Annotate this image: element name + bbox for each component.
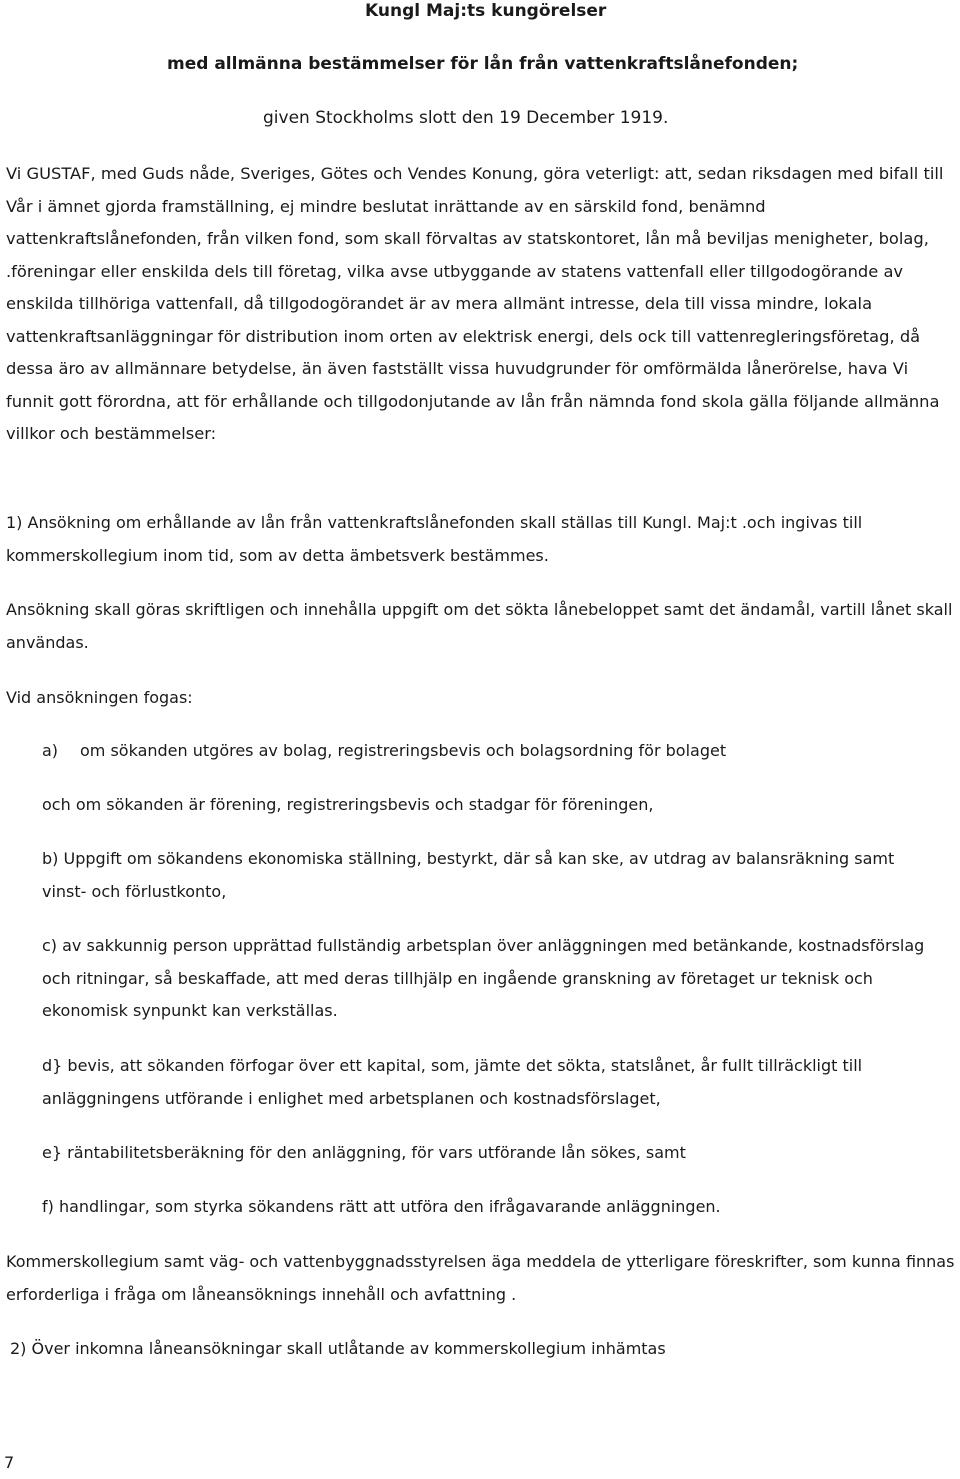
list-item-a	[42, 735, 942, 768]
list-item-a-continued: och om sökanden är förening, registreringsbevis och stadgar för föreningen,	[42, 795, 654, 814]
list-item-f: f) handlingar, som styrka sökandens rätt att utföra den ifrågavarande anläggningen.	[42, 1197, 721, 1216]
list-marker-a: a)	[42, 741, 59, 760]
list-item-b: b) Uppgift om sökandens ekonomiska ställning, bestyrkt, där så kan ske, av utdrag av balansräkning samt vinst- och förlustkonto,	[42, 849, 895, 901]
page-number: 7	[4, 1453, 15, 1472]
attachments-intro: Vid ansökningen fogas:	[6, 688, 193, 707]
list-item-e: e} räntabilitetsberäkning för den anläggning, för vars utförande lån sökes, samt	[42, 1143, 686, 1162]
date-line: given Stockholms slott den 19 December 1919.	[263, 108, 669, 128]
list-item-c: c) av sakkunnig person upprättad fullständig arbetsplan över anläggningen med betänkande, kostnadsförslag och ritningar, så beskaffade, att med deras tillhjälp en ingående granskning av företaget ur teknisk och ekonomisk synpunkt kan verkställas.	[42, 936, 925, 1020]
closing-paragraph: Kommerskollegium samt väg- och vattenbyggnadsstyrelsen äga meddela de ytterligare föreskrifter, som kunna finnas erforderliga i fråga om låneansöknings innehåll och avfattning .	[6, 1252, 955, 1304]
list-item-a-text: om sökanden utgöres av bolag, registreringsbevis och bolagsordning för bolaget	[80, 741, 727, 760]
section-1-paragraph: 1) Ansökning om erhållande av lån från vattenkraftslånefonden skall ställas till Kungl. Maj:t .och ingivas till kommerskollegium inom tid, som av detta ämbetsverk bestämmes.	[6, 513, 863, 565]
intro-paragraph: Vi GUSTAF, med Guds nåde, Sveriges, Götes och Vendes Konung, göra veterligt: att, sedan riksdagen med bifall till Vår i ämnet gjorda framställning, ej mindre beslutat inrättande av en särskild fond, benämnd vattenkraftslånefonden, från vilken fond, som skall förvaltas av statskontoret, lån må beviljas menigheter, bolag, .föreningar eller enskilda dels till företag, vilka avse utbyggande av statens vattenfall eller tillgodogörande av enskilda tillhöriga vattenfall, då tillgodogörandet är av mera allmänt intresse, dela till vissa mindre, lokala vattenkraftsanläggningar för distribution inom orten av elektrisk energi, dels ock till vattenregleringsföretag, då dessa äro av allmännare betydelse, än även fastställt vissa huvudgrunder för omförmälda lånerörelse, hava Vi funnit gott förordna, att för erhållande och tillgodonjutande av lån från nämnda fond skola gälla följande allmänna villkor och bestämmelser:	[6, 164, 944, 443]
list-item-d: d} bevis, att sökanden förfogar över ett kapital, som, jämte det sökta, statslånet, år fullt tillräckligt till anläggningens utförande i enlighet med arbetsplanen och kostnadsförslaget,	[42, 1056, 863, 1108]
document-subtitle: med allmänna bestämmelser för lån från vattenkraftslånefonden;	[167, 54, 799, 74]
document-title: Kungl Maj:ts kungörelser	[365, 1, 607, 21]
section-2-paragraph: 2) Över inkomna låneansökningar skall utlåtande av kommerskollegium inhämtas	[10, 1339, 666, 1358]
application-requirements-paragraph: Ansökning skall göras skriftligen och innehålla uppgift om det sökta lånebeloppet samt det ändamål, vartill lånet skall användas.	[6, 600, 953, 652]
